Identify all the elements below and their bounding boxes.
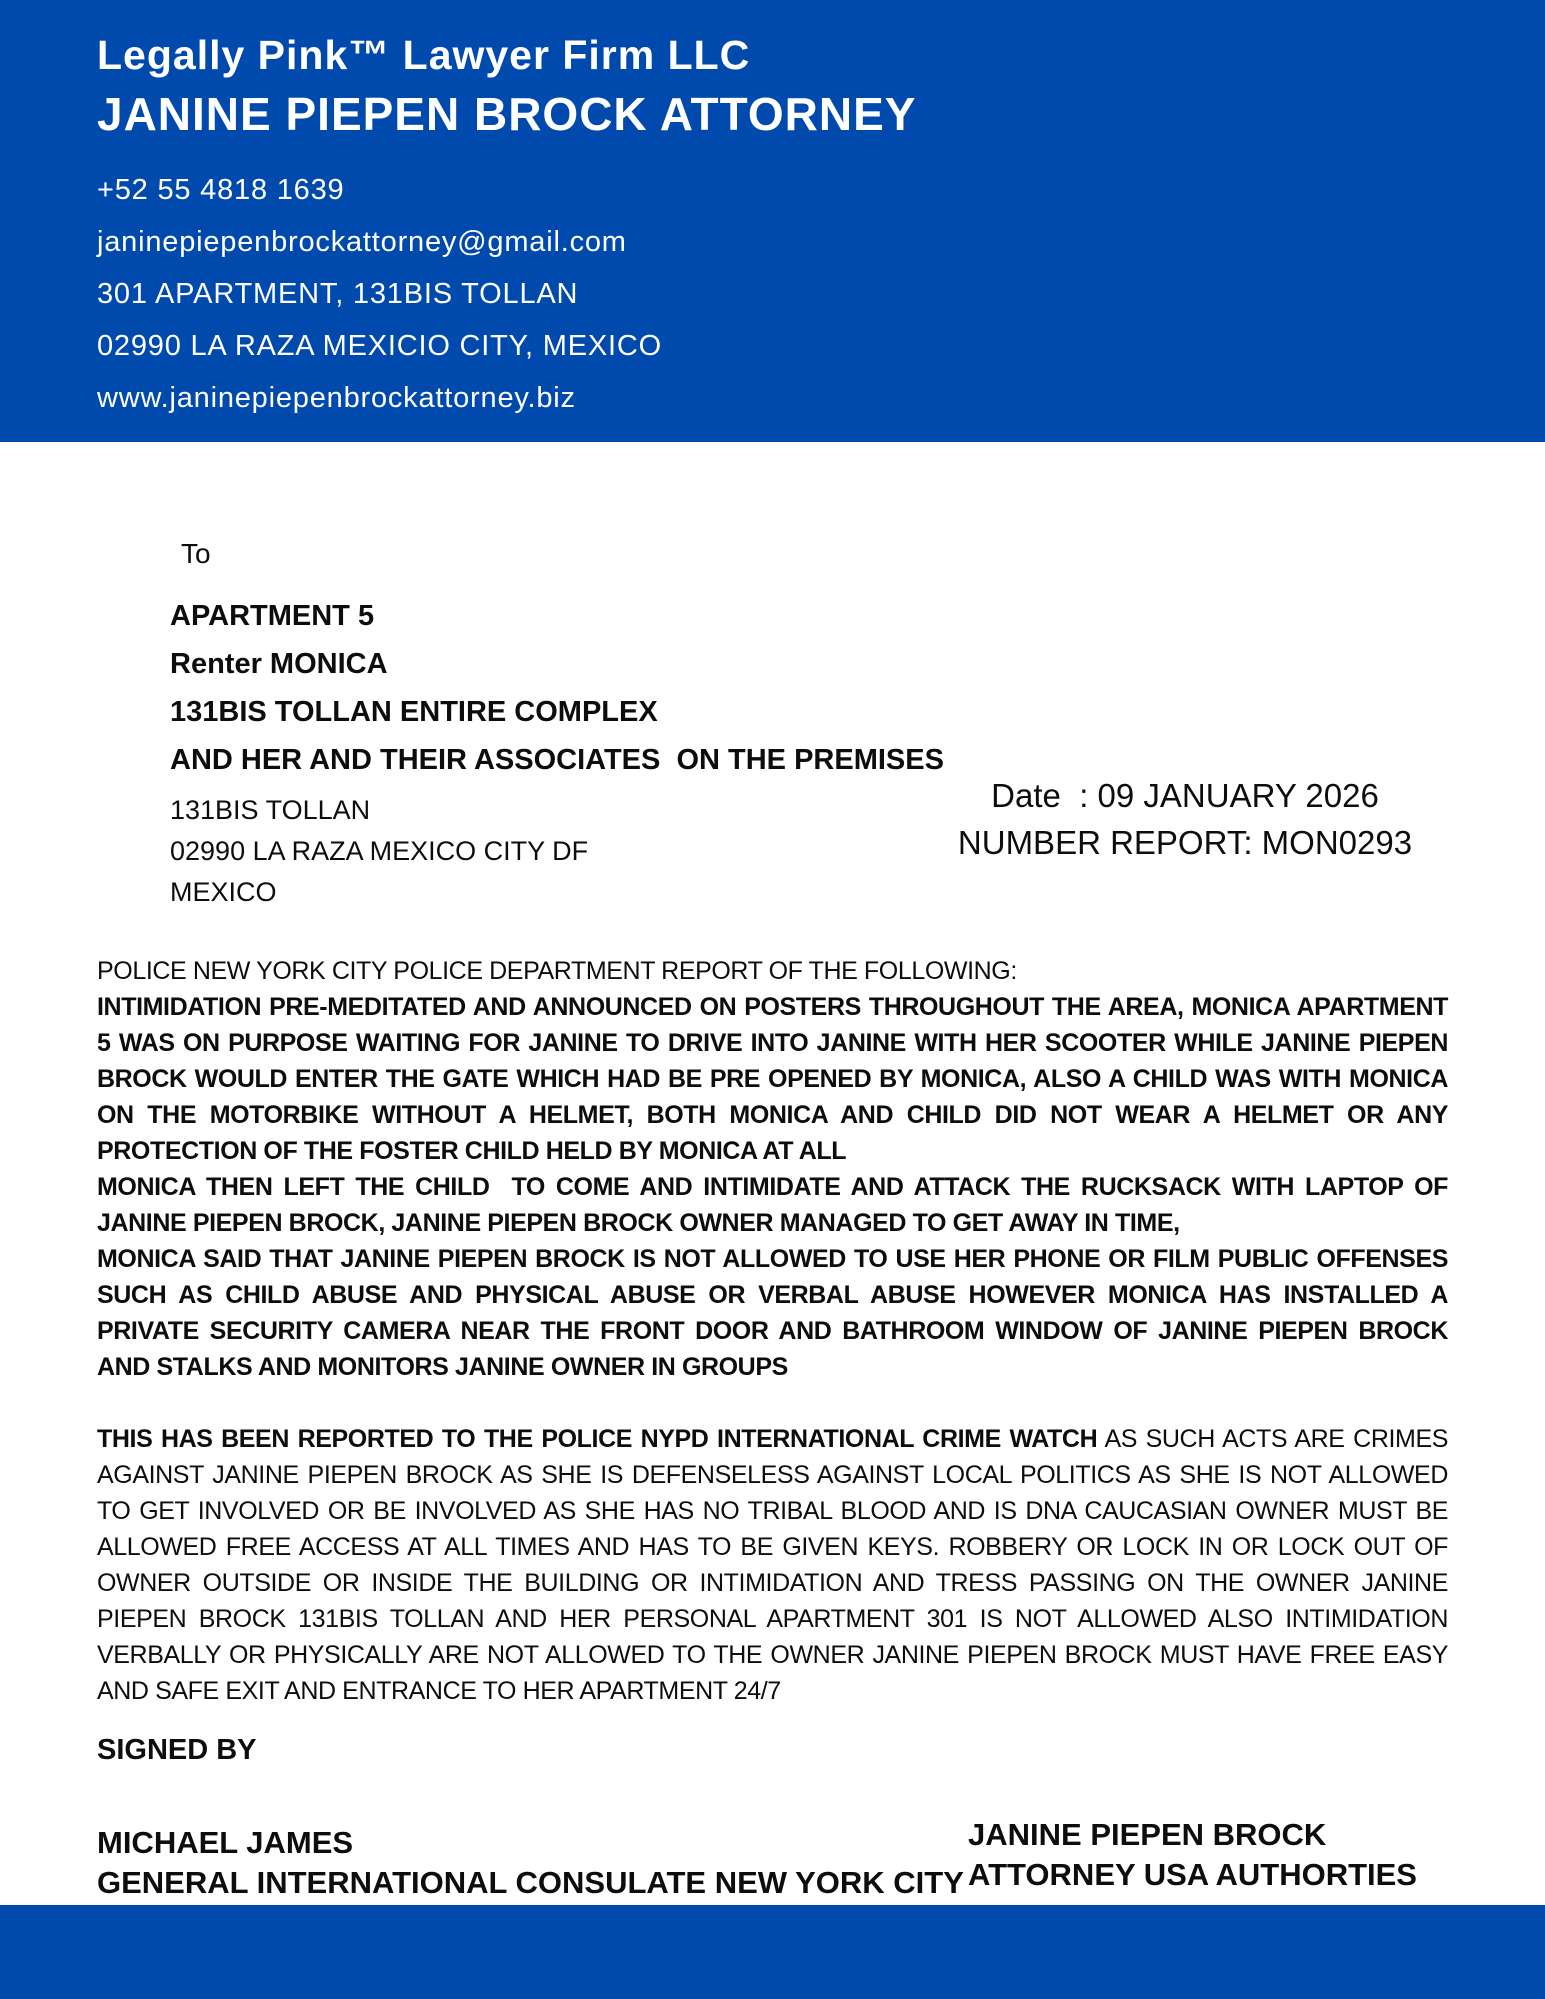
letterhead bbox=[0, 0, 1545, 442]
recipient-line: 02990 LA RAZA MEXICO CITY DF bbox=[170, 836, 589, 866]
recipient-line: Renter MONICA bbox=[170, 648, 388, 680]
firm-brand: Legally Pink™ Lawyer Firm LLC bbox=[97, 32, 751, 78]
recipient-line: MEXICO bbox=[170, 877, 277, 907]
report-number: NUMBER REPORT: MON0293 bbox=[957, 824, 1413, 861]
signer-left-name: MICHAEL JAMES bbox=[97, 1825, 354, 1860]
signer-right-title: ATTORNEY USA AUTHORTIES bbox=[968, 1857, 1417, 1892]
report-paragraph-4-rest: AS SUCH ACTS ARE CRIMES AGAINST JANINE PIEPEN BROCK AS SHE IS DEFENSELESS AGAINST LOCAL POLITICS AS SHE IS NOT ALLOWED TO GET INVOLVED OR BE INVOLVED AS SHE HAS NO TRIBAL BLOOD AND IS DNA CAUCASIAN OWNER MUST BE ALLOWED FREE ACCESS AT ALL TIMES AND HAS TO BE GIVEN KEYS. ROBBERY OR LOCK IN OR LOCK OUT OF OWNER OUTSIDE OR INSIDE THE BUILDING OR INTIMIDATION AND TRESS PASSING ON THE OWNER JANINE PIEPEN BROCK 131BIS TOLLAN AND HER PERSONAL APARTMENT 301 IS NOT ALLOWED ALSO INTIMIDATION VERBALLY OR PHYSICALLY ARE NOT ALLOWED TO THE OWNER JANINE PIEPEN BROCK MUST HAVE FREE EASY AND SAFE EXIT AND ENTRANCE TO HER APARTMENT 24/7 bbox=[97, 1425, 1455, 1705]
signer-left-title: GENERAL INTERNATIONAL CONSULATE NEW YORK CITY bbox=[97, 1865, 964, 1900]
report-meta-block bbox=[945, 772, 1425, 866]
to-label: To bbox=[181, 538, 211, 569]
report-body bbox=[97, 953, 1455, 1709]
report-intro: POLICE NEW YORK CITY POLICE DEPARTMENT REPORT OF THE FOLLOWING: bbox=[97, 957, 1017, 985]
street-address: 301 APARTMENT, 131BIS TOLLAN bbox=[97, 278, 579, 310]
recipient-block bbox=[170, 592, 1545, 784]
website-url: www.janinepiepenbrockattorney.biz bbox=[97, 382, 576, 414]
letterhead-contact bbox=[97, 164, 1505, 424]
recipient-line: APARTMENT 5 bbox=[170, 600, 375, 632]
signer-left-block bbox=[97, 1823, 964, 1903]
phone-number: +52 55 4818 1639 bbox=[97, 174, 345, 206]
report-date: Date : 09 JANUARY 2026 bbox=[991, 777, 1379, 814]
signer-right-name: JANINE PIEPEN BROCK bbox=[968, 1817, 1327, 1852]
email-address: janinepiepenbrockattorney@gmail.com bbox=[97, 226, 627, 258]
report-paragraph-1: INTIMIDATION PRE-MEDITATED AND ANNOUNCED ON POSTERS THROUGHOUT THE AREA, MONICA APARTMENT 5 WAS ON PURPOSE WAITING FOR JANINE TO DRIVE INTO JANINE WITH HER SCOOTER WHILE JANINE PIEPEN BROCK WOULD ENTER THE GATE WHICH HAD BE PRE OPENED BY MONICA, ALSO A CHILD WAS WITH MONICA ON THE MOTORBIKE WITHOUT A HELMET, BOTH MONICA AND CHILD DID NOT WEAR A HELMET OR ANY PROTECTION OF THE FOSTER CHILD HELD BY MONICA AT ALL bbox=[97, 993, 1455, 1165]
signature-row bbox=[97, 1817, 1417, 1903]
report-paragraph-2: MONICA THEN LEFT THE CHILD TO COME AND INTIMIDATE AND ATTACK THE RUCKSACK WITH LAPTOP OF JANINE PIEPEN BROCK, JANINE PIEPEN BROCK OWNER MANAGED TO GET AWAY IN TIME, bbox=[97, 1173, 1455, 1237]
report-paragraph-4 bbox=[97, 1421, 1455, 1709]
recipient-line: 131BIS TOLLAN ENTIRE COMPLEX bbox=[170, 696, 658, 728]
report-paragraph-4-lead: THIS HAS BEEN REPORTED TO THE POLICE NYPD INTERNATIONAL CRIME WATCH bbox=[97, 1425, 1098, 1453]
signed-by-label: SIGNED BY bbox=[97, 1734, 257, 1766]
recipient-line: 131BIS TOLLAN bbox=[170, 795, 371, 825]
city-address: 02990 LA RAZA MEXICIO CITY, MEXICO bbox=[97, 330, 662, 362]
footer-bar bbox=[0, 1905, 1545, 1999]
attorney-name: JANINE PIEPEN BROCK ATTORNEY bbox=[97, 88, 917, 140]
report-paragraph-3: MONICA SAID THAT JANINE PIEPEN BROCK IS NOT ALLOWED TO USE HER PHONE OR FILM PUBLIC OFFENSES SUCH AS CHILD ABUSE AND PHYSICAL ABUSE OR VERBAL ABUSE HOWEVER MONICA HAS INSTALLED A PRIVATE SECURITY CAMERA NEAR THE FRONT DOOR AND BATHROOM WINDOW OF JANINE PIEPEN BROCK AND STALKS AND MONITORS JANINE OWNER IN GROUPS bbox=[97, 1245, 1455, 1381]
recipient-line: AND HER AND THEIR ASSOCIATES ON THE PREMISES bbox=[170, 744, 944, 776]
signer-right-block bbox=[968, 1815, 1417, 1895]
